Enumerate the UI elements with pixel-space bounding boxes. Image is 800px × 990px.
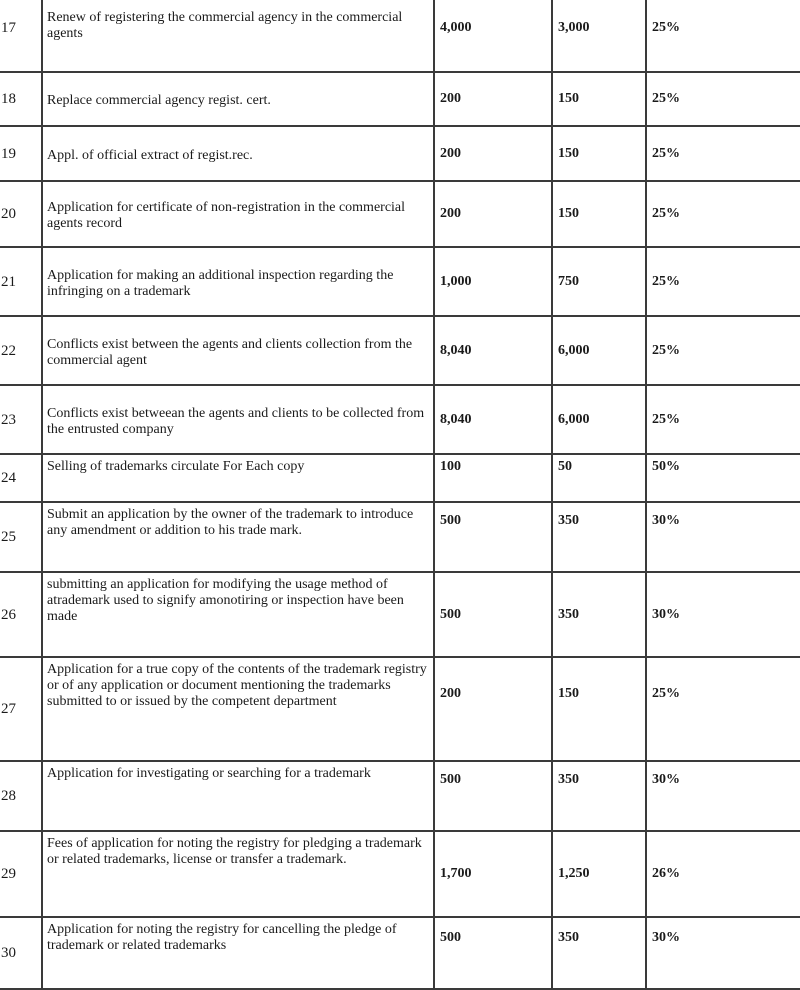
row-number: 30 [0, 917, 42, 989]
row-reduced-fee: 1,250 [552, 831, 646, 917]
row-description: Replace commercial agency regist. cert. [42, 72, 434, 126]
row-reduced-fee: 150 [552, 72, 646, 126]
row-description: submitting an application for modifying the usage method of atrademark used to signify amonotiring or inspection have been made [42, 572, 434, 657]
table-row [0, 831, 800, 917]
row-reduced-fee: 150 [552, 126, 646, 181]
row-description: Application for making an additional inspection regarding the infringing on a trademark [42, 247, 434, 316]
row-percentage: 25% [646, 316, 800, 385]
row-percentage: 50% [646, 454, 800, 502]
table-row [0, 0, 800, 72]
table-row [0, 657, 800, 761]
table-row [0, 572, 800, 657]
row-reduced-fee: 350 [552, 761, 646, 831]
row-fee: 500 [434, 502, 552, 572]
row-reduced-fee: 6,000 [552, 316, 646, 385]
row-reduced-fee: 6,000 [552, 385, 646, 454]
row-description: Application for investigating or searching for a trademark [42, 761, 434, 831]
row-fee: 200 [434, 657, 552, 761]
row-reduced-fee: 350 [552, 502, 646, 572]
row-percentage: 30% [646, 761, 800, 831]
row-fee: 4,000 [434, 0, 552, 72]
row-fee: 200 [434, 72, 552, 126]
row-reduced-fee: 350 [552, 572, 646, 657]
row-reduced-fee: 150 [552, 657, 646, 761]
row-number: 21 [0, 247, 42, 316]
row-percentage: 30% [646, 572, 800, 657]
row-fee: 100 [434, 454, 552, 502]
table-row [0, 181, 800, 247]
row-reduced-fee: 750 [552, 247, 646, 316]
row-number: 28 [0, 761, 42, 831]
table-row [0, 316, 800, 385]
row-number: 25 [0, 502, 42, 572]
row-percentage: 26% [646, 831, 800, 917]
row-description: Conflicts exist betweean the agents and clients to be collected from the entrusted company [42, 385, 434, 454]
row-description: Conflicts exist between the agents and clients collection from the commercial agent [42, 316, 434, 385]
row-description: Fees of application for noting the registry for pledging a trademark or related trademarks, license or transfer a trademark. [42, 831, 434, 917]
row-fee: 500 [434, 761, 552, 831]
row-number: 17 [0, 0, 42, 72]
row-percentage: 25% [646, 247, 800, 316]
table-row [0, 502, 800, 572]
row-description: Application for noting the registry for cancelling the pledge of trademark or related trademarks [42, 917, 434, 989]
row-description: Application for certificate of non-registration in the commercial agents record [42, 181, 434, 247]
row-reduced-fee: 350 [552, 917, 646, 989]
row-reduced-fee: 3,000 [552, 0, 646, 72]
row-percentage: 30% [646, 502, 800, 572]
row-reduced-fee: 50 [552, 454, 646, 502]
row-description: Application for a true copy of the contents of the trademark registry or of any application or document mentioning the trademarks submitted to or issued by the competent department [42, 657, 434, 761]
row-number: 23 [0, 385, 42, 454]
row-percentage: 25% [646, 126, 800, 181]
row-percentage: 30% [646, 917, 800, 989]
row-percentage: 25% [646, 181, 800, 247]
row-percentage: 25% [646, 0, 800, 72]
row-description: Renew of registering the commercial agency in the commercial agents [42, 0, 434, 72]
row-description: Appl. of official extract of regist.rec. [42, 126, 434, 181]
row-number: 18 [0, 72, 42, 126]
row-number: 29 [0, 831, 42, 917]
table-row [0, 761, 800, 831]
row-number: 27 [0, 657, 42, 761]
row-reduced-fee: 150 [552, 181, 646, 247]
row-fee: 1,000 [434, 247, 552, 316]
row-fee: 1,700 [434, 831, 552, 917]
row-percentage: 25% [646, 72, 800, 126]
row-fee: 8,040 [434, 316, 552, 385]
row-number: 22 [0, 316, 42, 385]
row-number: 20 [0, 181, 42, 247]
table-row [0, 917, 800, 989]
row-fee: 500 [434, 917, 552, 989]
row-number: 26 [0, 572, 42, 657]
row-fee: 500 [434, 572, 552, 657]
table-row [0, 72, 800, 126]
row-fee: 200 [434, 126, 552, 181]
row-fee: 200 [434, 181, 552, 247]
row-percentage: 25% [646, 657, 800, 761]
row-number: 19 [0, 126, 42, 181]
table-row [0, 126, 800, 181]
row-description: Selling of trademarks circulate For Each copy [42, 454, 434, 502]
row-fee: 8,040 [434, 385, 552, 454]
row-number: 24 [0, 454, 42, 502]
row-percentage: 25% [646, 385, 800, 454]
row-description: Submit an application by the owner of the trademark to introduce any amendment or addition to his trade mark. [42, 502, 434, 572]
table-row [0, 454, 800, 502]
table-row [0, 385, 800, 454]
table-row [0, 247, 800, 316]
